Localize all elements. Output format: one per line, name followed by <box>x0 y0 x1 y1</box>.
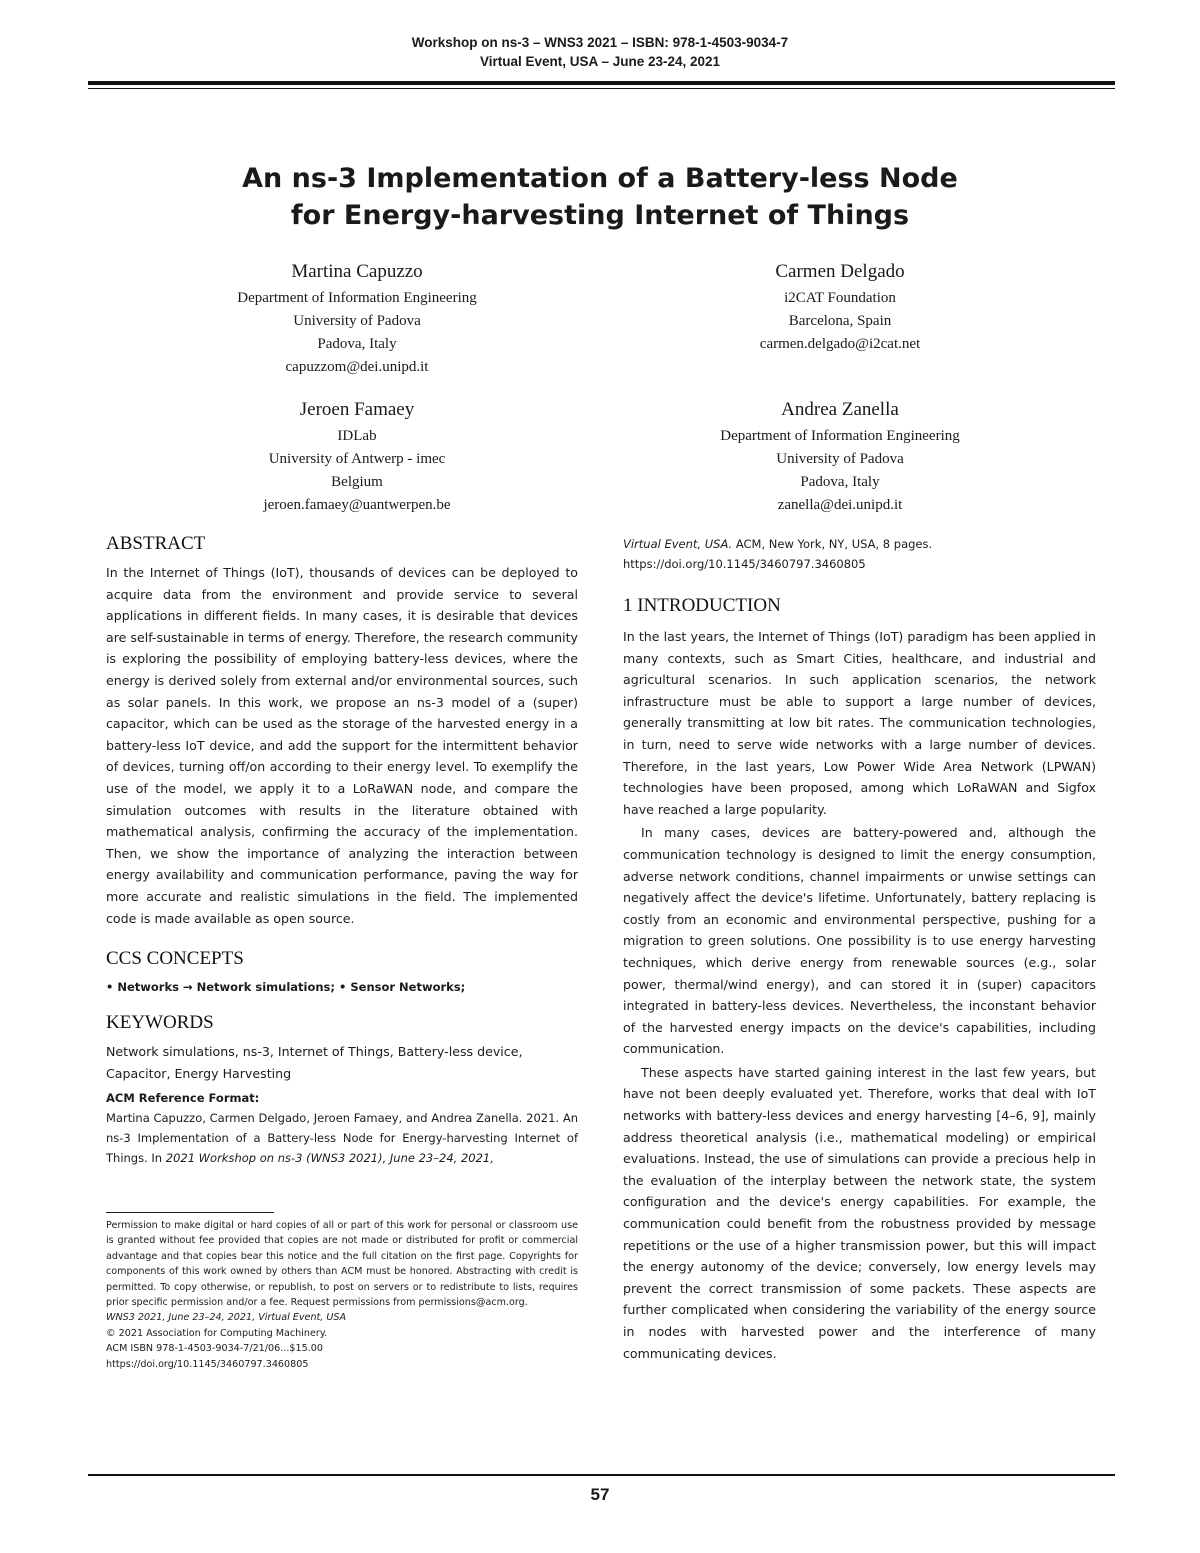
acm-ref-continued-venue: Virtual Event, USA. <box>623 537 733 551</box>
doi-link[interactable]: https://doi.org/10.1145/3460797.3460805 <box>106 1358 309 1370</box>
author-name: Carmen Delgado <box>775 261 905 282</box>
abstract-heading: ABSTRACT <box>106 533 206 554</box>
author-location: Padova, Italy <box>800 474 880 490</box>
running-header <box>0 33 1200 71</box>
author-block-2 <box>590 259 1090 356</box>
author-affiliation: i2CAT Foundation <box>784 290 896 306</box>
author-affiliation: University of Padova <box>776 451 904 467</box>
author-block-4 <box>590 397 1090 517</box>
copyright-line: © 2021 Association for Computing Machinery. <box>106 1327 328 1339</box>
author-email: capuzzom@dei.unipd.it <box>285 359 429 375</box>
right-column <box>623 534 1096 1364</box>
author-email: zanella@dei.unipd.it <box>777 497 903 513</box>
acm-ref-continued-text: ACM, New York, NY, USA, 8 pages. https://doi.org/10.1145/3460797.3460805 <box>623 537 933 571</box>
author-affiliation: IDLab <box>337 428 377 444</box>
author-block-3 <box>107 397 607 517</box>
author-email: carmen.delgado@i2cat.net <box>759 336 921 352</box>
intro-paragraph-1: In the last years, the Internet of Things (IoT) paradigm has been applied in many contexts, such as Smart Cities, healthcare, and industrial and agricultural scenarios. In such application scenarios, the network infrastructure must be able to support a large number of devices, generally transmitting at low bit rates. The communication technologies, in turn, need to serve wide networks with a large number of devices. Therefore, in the last years, Low Power Wide Area Network (LPWAN) technologies have been proposed, among which LoRaWAN and Sigfox have reached a large popularity. <box>623 629 1096 817</box>
author-affiliation: University of Padova <box>293 313 421 329</box>
intro-heading: 1 INTRODUCTION <box>623 595 781 616</box>
permission-venue: WNS3 2021, June 23–24, 2021, Virtual Event, USA <box>106 1312 347 1324</box>
header-line-1: Workshop on ns-3 – WNS3 2021 – ISBN: 978-1-4503-9034-7 <box>411 35 789 50</box>
footnote-rule <box>106 1212 274 1213</box>
abstract-text: In the Internet of Things (IoT), thousands of devices can be deployed to acquire data from the environment and provide service to several applications in different fields. In many cases, it is desirable that devices are self-sustainable in terms of energy. Therefore, the research community is exploring the possibility of employing battery-less devices, where the energy is derived solely from external and/or environmental sources, such as solar panels. In this work, we propose an ns-3 model of a (super) capacitor, which can be used as the storage of the harvested energy in a battery-less IoT device, and add the support for the intermittent behavior of devices, turning off/on according to their energy level. To exemplify the use of the model, we apply it to a LoRaWAN node, and compare the simulation outcomes with results in the literature obtained with mathematical analysis, confirming the accuracy of the implementation. Then, we show the importance of analyzing the interaction between energy availability and communication performance, paving the way for more accurate and realistic simulations in the field. The implemented code is made available as open source. <box>106 565 578 926</box>
author-affiliation: Department of Information Engineering <box>720 428 960 444</box>
permission-block <box>106 1218 578 1372</box>
author-location: Barcelona, Spain <box>788 313 892 329</box>
author-name: Andrea Zanella <box>781 399 899 420</box>
header-line-2: Virtual Event, USA – June 23-24, 2021 <box>479 54 721 69</box>
keywords-heading: KEYWORDS <box>106 1012 214 1034</box>
author-block-1 <box>107 259 607 379</box>
author-location: Belgium <box>331 474 383 490</box>
author-affiliation: Department of Information Engineering <box>237 290 477 306</box>
author-email: jeroen.famaey@uantwerpen.be <box>263 497 451 513</box>
permission-text: Permission to make digital or hard copies of all or part of this work for personal or classroom use is granted without fee provided that copies are not made or distributed for profit or commercial advantage and that copies bear this notice and the full citation on the first page. Copyrights for components of this work owned by others than ACM must be honored. Abstracting with credit is permitted. To copy otherwise, or republish, to post on servers or to redistribute to lists, requires prior specific permission and/or a fee. Request permissions from permissions@acm.org. <box>106 1220 578 1309</box>
isbn-line: ACM ISBN 978-1-4503-9034-7/21/06...$15.00 <box>106 1343 323 1355</box>
left-column <box>106 532 578 1168</box>
acm-ref-text <box>106 1108 578 1168</box>
ccs-text: • Networks → Network simulations; • Sensor Networks; <box>106 980 466 995</box>
page-number: 57 <box>590 1485 610 1504</box>
author-name: Martina Capuzzo <box>291 261 423 282</box>
footer-rule <box>88 1474 1115 1476</box>
header-rule-thick <box>88 81 1115 85</box>
author-name: Jeroen Famaey <box>299 399 415 420</box>
acm-ref-authors: Martina Capuzzo, Carmen Delgado, Jeroen Famaey, and Andrea Zanella. 2021. An ns-3 Implementation of a Battery-less Node for Energy-harvesting Internet of Things. In <box>106 1111 578 1166</box>
author-location: Padova, Italy <box>317 336 397 352</box>
intro-paragraph-3: These aspects have started gaining interest in the last few years, but have not been deeply evaluated yet. Therefore, works that deal with IoT networks with battery-less devices and energy harvesting [4–6, 9], mainly address theoretical analysis (i.e., mathematical modeling) or empirical evaluations. Instead, the use of simulations can provide a precious help in the evaluation of the interplay between the network state, the system configuration and the device's energy capabilities. For example, the communication could benefit from the robustness provided by message repetitions or the use of a higher transmission power, but this will impact the energy autonomy of the device; conversely, low energy levels may prevent the correct transmission of some packets. These aspects are further complicated when considering the variability of the energy source in nodes with harvested power and the interference of many communicating devices. <box>623 1064 1096 1361</box>
title-line-1: An ns-3 Implementation of a Battery-less Node <box>242 163 958 194</box>
title-line-2: for Energy-harvesting Internet of Things <box>290 200 910 231</box>
acm-ref-venue: 2021 Workshop on ns-3 (WNS3 2021), June 23–24, 2021, <box>165 1151 494 1166</box>
paper-title <box>0 160 1200 234</box>
header-rule-thin <box>88 88 1115 89</box>
acm-ref-heading: ACM Reference Format: <box>106 1091 260 1106</box>
ccs-heading: CCS CONCEPTS <box>106 948 244 970</box>
acm-ref-continued <box>623 534 1096 574</box>
intro-paragraph-2: In many cases, devices are battery-powered and, although the communication technology is designed to limit the energy consumption, adverse network conditions, channel impairments or unwise settings can negatively affect the device's lifetime. Unfortunately, battery replacing is costly from an economic and environmental perspective, pushing for a migration to green solutions. One possibility is to use energy harvesting techniques, which derive energy from renewable sources (e.g., solar power, thermal/wind energy), and can stored it in (super) capacitors integrated in battery-less devices. Nevertheless, the inconstant behavior of the harvested energy impacts on the device's capabilities, including communication. <box>623 825 1096 1057</box>
keywords-text: Network simulations, ns-3, Internet of Things, Battery-less device, Capacitor, Energy Harvesting <box>106 1044 523 1081</box>
author-affiliation: University of Antwerp - imec <box>268 451 446 467</box>
